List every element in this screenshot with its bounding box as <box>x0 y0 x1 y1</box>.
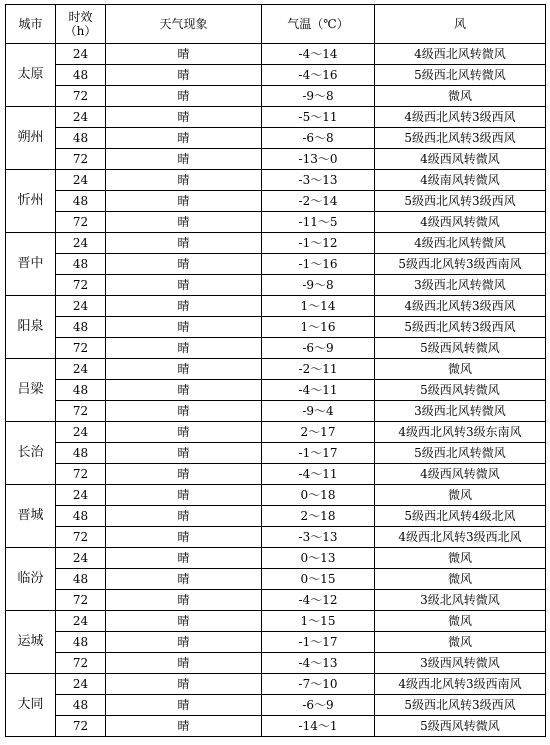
hours-cell: 24 <box>56 611 106 632</box>
temperature-cell: -4～16 <box>262 65 375 86</box>
city-name: 临汾 <box>6 548 56 611</box>
temperature-cell: 0～15 <box>262 569 375 590</box>
hours-cell: 72 <box>56 149 106 170</box>
temperature-cell: -2～14 <box>262 191 375 212</box>
weather-cell: 晴 <box>106 506 262 527</box>
temperature-cell: -1～17 <box>262 632 375 653</box>
table-row <box>6 569 546 590</box>
weather-cell: 晴 <box>106 401 262 422</box>
hours-cell: 48 <box>56 254 106 275</box>
wind-cell: 3级北风转微风 <box>375 590 546 611</box>
table-row <box>6 443 546 464</box>
wind-cell: 4级西北风转3级西风 <box>375 296 546 317</box>
temperature-cell: 2～17 <box>262 422 375 443</box>
table-row <box>6 485 546 506</box>
temperature-cell: -9～8 <box>262 275 375 296</box>
header-validity-line1: 时效 <box>68 10 93 24</box>
weather-cell: 晴 <box>106 338 262 359</box>
city-name: 朔州 <box>6 107 56 170</box>
hours-cell: 72 <box>56 464 106 485</box>
weather-cell: 晴 <box>106 233 262 254</box>
hours-cell: 48 <box>56 65 106 86</box>
hours-cell: 24 <box>56 170 106 191</box>
temperature-cell: -9～8 <box>262 86 375 107</box>
weather-cell: 晴 <box>106 632 262 653</box>
city-name: 晋城 <box>6 485 56 548</box>
weather-cell: 晴 <box>106 275 262 296</box>
wind-cell: 微风 <box>375 359 546 380</box>
wind-cell: 微风 <box>375 86 546 107</box>
hours-cell: 72 <box>56 212 106 233</box>
weather-cell: 晴 <box>106 107 262 128</box>
hours-cell: 48 <box>56 695 106 716</box>
weather-cell: 晴 <box>106 380 262 401</box>
table-row <box>6 317 546 338</box>
wind-cell: 5级西北风转3级西风 <box>375 128 546 149</box>
hours-cell: 24 <box>56 674 106 695</box>
temperature-cell: 1～15 <box>262 611 375 632</box>
weather-cell: 晴 <box>106 569 262 590</box>
weather-cell: 晴 <box>106 590 262 611</box>
wind-cell: 5级西风转微风 <box>375 716 546 737</box>
temperature-cell: -4～11 <box>262 380 375 401</box>
temperature-cell: -6～9 <box>262 695 375 716</box>
hours-cell: 48 <box>56 380 106 401</box>
wind-cell: 4级西北风转微风 <box>375 44 546 65</box>
table-row <box>6 170 546 191</box>
hours-cell: 48 <box>56 317 106 338</box>
weather-cell: 晴 <box>106 317 262 338</box>
hours-cell: 48 <box>56 569 106 590</box>
hours-cell: 48 <box>56 443 106 464</box>
table-row <box>6 464 546 485</box>
table-row <box>6 128 546 149</box>
table-row <box>6 653 546 674</box>
table-row <box>6 674 546 695</box>
table-row <box>6 296 546 317</box>
city-name: 长治 <box>6 422 56 485</box>
weather-cell: 晴 <box>106 464 262 485</box>
city-name: 大同 <box>6 674 56 737</box>
header-validity <box>56 5 106 44</box>
wind-cell: 4级西北风转3级西北风 <box>375 527 546 548</box>
table-row <box>6 149 546 170</box>
weather-cell: 晴 <box>106 44 262 65</box>
hours-cell: 24 <box>56 233 106 254</box>
weather-cell: 晴 <box>106 674 262 695</box>
temperature-cell: 1～14 <box>262 296 375 317</box>
table-row <box>6 275 546 296</box>
hours-cell: 48 <box>56 632 106 653</box>
hours-cell: 48 <box>56 191 106 212</box>
temperature-cell: -13～0 <box>262 149 375 170</box>
weather-cell: 晴 <box>106 191 262 212</box>
table-row <box>6 527 546 548</box>
header-row <box>6 5 546 44</box>
hours-cell: 72 <box>56 401 106 422</box>
wind-cell: 4级南风转微风 <box>375 170 546 191</box>
hours-cell: 72 <box>56 275 106 296</box>
hours-cell: 72 <box>56 86 106 107</box>
hours-cell: 24 <box>56 422 106 443</box>
table-row <box>6 380 546 401</box>
temperature-cell: -4～13 <box>262 653 375 674</box>
table-row <box>6 44 546 65</box>
wind-cell: 微风 <box>375 548 546 569</box>
city-name: 运城 <box>6 611 56 674</box>
table-row <box>6 695 546 716</box>
table-row <box>6 506 546 527</box>
weather-cell: 晴 <box>106 695 262 716</box>
table-row <box>6 611 546 632</box>
wind-cell: 5级西风转微风 <box>375 338 546 359</box>
table-row <box>6 86 546 107</box>
wind-cell: 3级西北风转微风 <box>375 401 546 422</box>
table-row <box>6 716 546 737</box>
header-wind: 风 <box>375 5 546 44</box>
wind-cell: 5级西北风转3级西南风 <box>375 254 546 275</box>
weather-cell: 晴 <box>106 170 262 191</box>
weather-cell: 晴 <box>106 653 262 674</box>
wind-cell: 微风 <box>375 485 546 506</box>
temperature-cell: -1～16 <box>262 254 375 275</box>
weather-cell: 晴 <box>106 443 262 464</box>
wind-cell: 5级西北风转微风 <box>375 443 546 464</box>
wind-cell: 微风 <box>375 611 546 632</box>
temperature-cell: -5～11 <box>262 107 375 128</box>
wind-cell: 4级西北风转3级西风 <box>375 107 546 128</box>
temperature-cell: 0～13 <box>262 548 375 569</box>
temperature-cell: -3～13 <box>262 527 375 548</box>
weather-cell: 晴 <box>106 296 262 317</box>
header-weather: 天气现象 <box>106 5 262 44</box>
hours-cell: 72 <box>56 653 106 674</box>
wind-cell: 4级西北风转3级西南风 <box>375 674 546 695</box>
temperature-cell: -9～4 <box>262 401 375 422</box>
weather-cell: 晴 <box>106 86 262 107</box>
header-temperature: 气温（℃） <box>262 5 375 44</box>
wind-cell: 5级西风转微风 <box>375 380 546 401</box>
temperature-cell: -1～17 <box>262 443 375 464</box>
table-row <box>6 632 546 653</box>
temperature-cell: -14～1 <box>262 716 375 737</box>
weather-cell: 晴 <box>106 65 262 86</box>
table-row <box>6 233 546 254</box>
table-row <box>6 401 546 422</box>
temperature-cell: 0～18 <box>262 485 375 506</box>
weather-cell: 晴 <box>106 527 262 548</box>
weather-cell: 晴 <box>106 128 262 149</box>
weather-cell: 晴 <box>106 212 262 233</box>
table-row <box>6 212 546 233</box>
hours-cell: 24 <box>56 296 106 317</box>
temperature-cell: -4～14 <box>262 44 375 65</box>
wind-cell: 4级西风转微风 <box>375 464 546 485</box>
hours-cell: 24 <box>56 44 106 65</box>
city-name: 吕梁 <box>6 359 56 422</box>
weather-cell: 晴 <box>106 254 262 275</box>
table-row <box>6 422 546 443</box>
hours-cell: 24 <box>56 359 106 380</box>
table-row <box>6 65 546 86</box>
weather-cell: 晴 <box>106 149 262 170</box>
wind-cell: 5级西北风转3级西风 <box>375 695 546 716</box>
table-row <box>6 254 546 275</box>
weather-cell: 晴 <box>106 422 262 443</box>
table-row <box>6 191 546 212</box>
city-name: 忻州 <box>6 170 56 233</box>
temperature-cell: -4～11 <box>262 464 375 485</box>
hours-cell: 48 <box>56 128 106 149</box>
header-validity-line2: （h） <box>64 24 97 38</box>
hours-cell: 72 <box>56 590 106 611</box>
wind-cell: 微风 <box>375 569 546 590</box>
temperature-cell: -4～12 <box>262 590 375 611</box>
wind-cell: 5级西北风转微风 <box>375 65 546 86</box>
city-name: 晋中 <box>6 233 56 296</box>
hours-cell: 72 <box>56 716 106 737</box>
wind-cell: 4级西北风转3级东南风 <box>375 422 546 443</box>
temperature-cell: -11～5 <box>262 212 375 233</box>
temperature-cell: -6～9 <box>262 338 375 359</box>
weather-cell: 晴 <box>106 359 262 380</box>
table-row <box>6 359 546 380</box>
wind-cell: 5级西北风转3级西风 <box>375 317 546 338</box>
temperature-cell: 1～16 <box>262 317 375 338</box>
wind-cell: 4级西北风转微风 <box>375 233 546 254</box>
forecast-table <box>5 4 546 737</box>
temperature-cell: -2～11 <box>262 359 375 380</box>
hours-cell: 72 <box>56 338 106 359</box>
table-row <box>6 338 546 359</box>
table-row <box>6 107 546 128</box>
hours-cell: 24 <box>56 107 106 128</box>
weather-cell: 晴 <box>106 611 262 632</box>
city-name: 阳泉 <box>6 296 56 359</box>
wind-cell: 5级西北风转3级西风 <box>375 191 546 212</box>
wind-cell: 微风 <box>375 632 546 653</box>
weather-cell: 晴 <box>106 716 262 737</box>
hours-cell: 24 <box>56 485 106 506</box>
temperature-cell: -6～8 <box>262 128 375 149</box>
weather-cell: 晴 <box>106 485 262 506</box>
header-city: 城市 <box>6 5 56 44</box>
table-row <box>6 590 546 611</box>
table-body <box>6 44 546 737</box>
temperature-cell: -1～12 <box>262 233 375 254</box>
wind-cell: 3级西风转微风 <box>375 653 546 674</box>
hours-cell: 24 <box>56 548 106 569</box>
hours-cell: 48 <box>56 506 106 527</box>
temperature-cell: -7～10 <box>262 674 375 695</box>
temperature-cell: 2～18 <box>262 506 375 527</box>
table-row <box>6 548 546 569</box>
temperature-cell: -3～13 <box>262 170 375 191</box>
city-name: 太原 <box>6 44 56 107</box>
hours-cell: 72 <box>56 527 106 548</box>
wind-cell: 5级西北风转4级北风 <box>375 506 546 527</box>
wind-cell: 4级西风转微风 <box>375 212 546 233</box>
wind-cell: 4级西风转微风 <box>375 149 546 170</box>
wind-cell: 3级西北风转微风 <box>375 275 546 296</box>
weather-cell: 晴 <box>106 548 262 569</box>
